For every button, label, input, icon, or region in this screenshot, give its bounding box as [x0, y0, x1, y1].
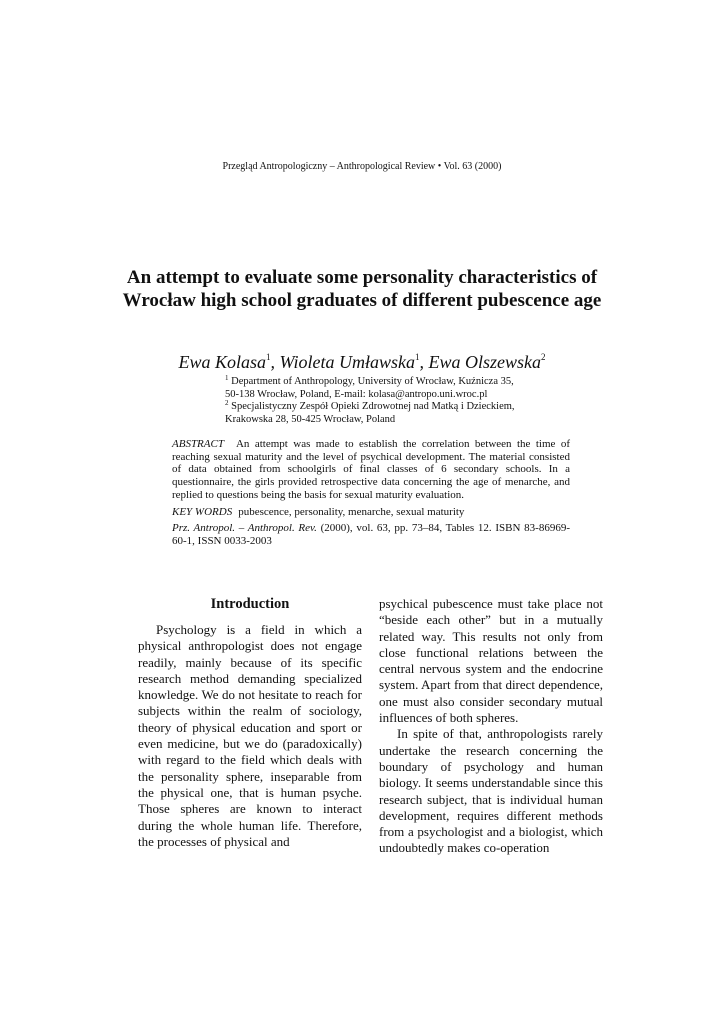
keywords-label: KEY WORDS — [172, 505, 233, 518]
affiliation-line: Department of Anthropology, University of Wrocław, Kuźnicza 35, — [231, 376, 514, 387]
affiliation-1 — [225, 376, 585, 389]
citation — [172, 522, 570, 547]
author-separator: , — [419, 352, 429, 372]
affiliation-mark: 2 — [225, 399, 229, 408]
section-heading-introduction: Introduction — [210, 596, 290, 612]
abstract-label: ABSTRACT — [172, 438, 224, 450]
affiliation-line: Specjalistyczny Zespół Opieki Zdrowotnej nad Matką i Dzieckiem, — [231, 401, 515, 413]
body-column-right — [379, 596, 603, 857]
author-name: Ewa Kolasa — [178, 352, 266, 372]
author-affiliation-mark: 1 — [266, 352, 271, 362]
paper-title: An attempt to evaluate some personality characteristics of Wrocław high school graduates of different pubescence age — [122, 267, 602, 311]
author-name: Wioleta Umławska — [279, 352, 415, 372]
abstract — [172, 438, 570, 502]
running-head: Przegląd Antropologiczny – Anthropological Review • Vol. 63 (2000) — [222, 161, 502, 172]
affiliation-line: 50-138 Wrocław, Poland, E-mail: kolasa@antropo.uni.wroc.pl — [225, 388, 488, 400]
affiliation-2 — [225, 401, 585, 414]
body-paragraph: psychical pubescence must take place not “beside each other” but in a mutually related way. This results not only from close functional relations between the central nervous system and the endocrine system. Apart from that direct dependence, one must also consider secondary mutual influences of both spheres. — [379, 596, 603, 726]
body-paragraph: In spite of that, anthropologists rarely undertake the research concerning the boundary of psychology and human biology. It seems understandable since this research subject, that is individual human development, requires different methods from a psychologist and a biologist, which undoubtedly makes co-operation — [379, 726, 603, 856]
body-paragraph: Psychology is a field in which a physical anthropologist does not engage readily, mainly because of its specific research method demanding specialized knowledge. We do not hesitate to reach for subjects within the realm of sociology, theory of physical education and sport or even medicine, but we do (paradoxically) with regard to the field which deals with the personality sphere, inseparable from the physical one, that is human psyche. Those spheres are known to interact during the whole human life. Therefore, the processes of physical and — [138, 622, 362, 849]
citation-journal: Prz. Antropol. – Anthropol. Rev. — [172, 522, 317, 535]
author-affiliation-mark: 2 — [541, 352, 546, 362]
keywords — [172, 506, 570, 519]
author-list — [0, 351, 724, 373]
body-column-left — [138, 596, 362, 850]
citation-details: (2000), vol. 63, pp. 73–84, Tables 12. ISBN 83-86969-60-1, ISSN 0033-2003 — [172, 522, 571, 547]
author-name: Ewa Olszewska — [428, 352, 541, 372]
affiliation-mark: 1 — [225, 374, 229, 382]
abstract-text: An attempt was made to establish the correlation between the time of reaching sexual maturity and the level of psychical development. The material consisted of data obtained from schoolgirls of final classes of 6 secondary schools. In a questionnaire, the girls provided retrospective data concerning the age of menarche, and replied to questions being the basis for sexual maturity evaluation. — [172, 438, 570, 501]
affiliation-line: Krakowska 28, 50-425 Wrocław, Poland — [225, 413, 396, 425]
affiliations — [225, 376, 585, 426]
author-separator: , — [270, 352, 280, 372]
keywords-text: pubescence, personality, menarche, sexual maturity — [238, 505, 465, 518]
author-affiliation-mark: 1 — [415, 352, 420, 362]
abstract-block — [172, 438, 570, 548]
